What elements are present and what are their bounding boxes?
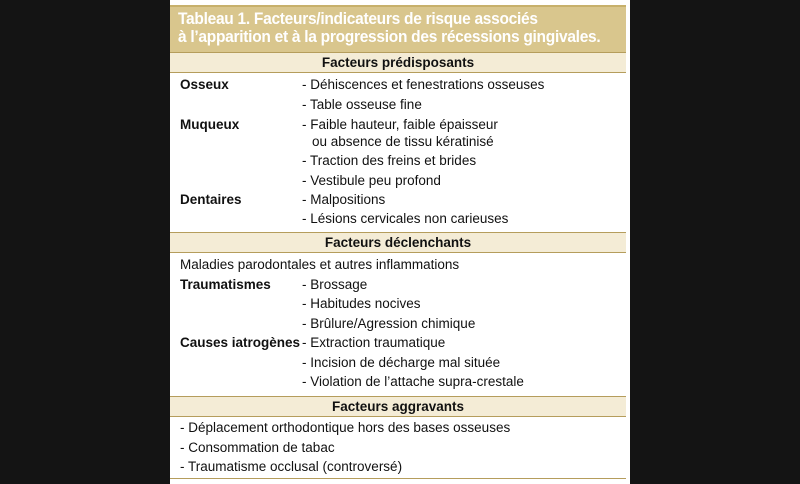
list-item: - Violation de l’attache supra-crestale bbox=[302, 374, 524, 389]
list-item: - Lésions cervicales non carieuses bbox=[302, 211, 509, 226]
document-page bbox=[170, 0, 630, 484]
list-item: - Traction des freins et brides bbox=[302, 153, 477, 168]
category-osseux: Osseux bbox=[180, 77, 229, 92]
list-item: - Incision de décharge mal située bbox=[302, 355, 501, 370]
table-title-banner bbox=[170, 5, 626, 52]
list-item: - Table osseuse fine bbox=[302, 97, 422, 112]
list-item: - Malpositions bbox=[302, 192, 386, 207]
section-header-aggravants: Facteurs aggravants bbox=[170, 396, 626, 417]
list-item: - Habitudes nocives bbox=[302, 296, 421, 311]
section-header-declenchants: Facteurs déclenchants bbox=[170, 232, 626, 253]
category-muqueux: Muqueux bbox=[180, 117, 240, 132]
list-item: - Traumatisme occlusal (controversé) bbox=[180, 459, 403, 474]
list-item: - Brossage bbox=[302, 277, 368, 292]
category-causes-iatrogenes: Causes iatrogènes bbox=[180, 335, 301, 350]
declenchants-intro: Maladies parodontales et autres inflammations bbox=[180, 257, 460, 272]
list-item: - Déplacement orthodontique hors des bases osseuses bbox=[180, 420, 511, 435]
category-dentaires: Dentaires bbox=[180, 192, 242, 207]
table-title-line-2: à l’apparition et à la progression des récessions gingivales. bbox=[178, 28, 601, 46]
list-item: - Vestibule peu profond bbox=[302, 173, 441, 188]
list-item-continuation: ou absence de tissu kératinisé bbox=[312, 134, 494, 149]
list-item: - Extraction traumatique bbox=[302, 335, 446, 350]
table-bottom-rule bbox=[170, 478, 626, 479]
list-item: - Faible hauteur, faible épaisseur bbox=[302, 117, 498, 132]
list-item: - Consommation de tabac bbox=[180, 440, 335, 455]
list-item: - Déhiscences et fenestrations osseuses bbox=[302, 77, 545, 92]
section-header-predisposants: Facteurs prédisposants bbox=[170, 52, 626, 73]
category-traumatismes: Traumatismes bbox=[180, 277, 271, 292]
table-title-line-1: Tableau 1. Facteurs/indicateurs de risque associés bbox=[178, 10, 538, 28]
list-item: - Brûlure/Agression chimique bbox=[302, 316, 476, 331]
